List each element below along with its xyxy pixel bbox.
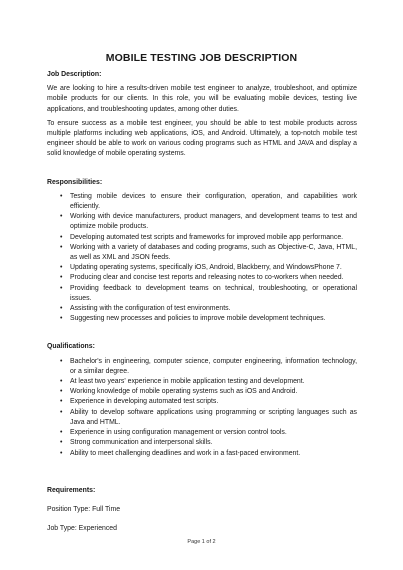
list-item: • Ability to develop software applications using programming or scripting languages such as Java and HTML. bbox=[60, 408, 357, 426]
bullet-icon: • bbox=[60, 213, 63, 221]
list-item: • At least two years' experience in mobile application testing and development. bbox=[47, 377, 357, 387]
list-item: • Developing automated test scripts and frameworks for improved mobile app performance. bbox=[47, 233, 357, 243]
responsibilities-list bbox=[47, 192, 357, 325]
document-title: MOBILE TESTING JOB DESCRIPTION bbox=[105, 52, 298, 64]
bullet-icon: • bbox=[60, 388, 63, 396]
bullet-icon: • bbox=[60, 429, 63, 437]
list-item: • Providing feedback to development teams on technical, troubleshooting, or operational issues. bbox=[60, 284, 357, 302]
list-item: • Experience in developing automated test scripts. bbox=[47, 397, 357, 407]
list-item: • Strong communication and interpersonal skills. bbox=[47, 438, 357, 448]
bullet-icon: • bbox=[60, 315, 63, 323]
bullet-icon: • bbox=[60, 192, 63, 200]
list-item: • Assisting with the configuration of test environments. bbox=[47, 304, 357, 314]
bullet-icon: • bbox=[60, 305, 63, 313]
job-description-heading: Job Description: bbox=[47, 71, 102, 78]
page-number: Page 1 of 2 bbox=[187, 539, 216, 545]
document-body bbox=[47, 70, 357, 534]
list-item: • Working with a variety of databases and coding programs, such as Objective-C, Java, HTML, as well as XML and JSON feeds. bbox=[60, 243, 357, 262]
bullet-icon: • bbox=[60, 274, 63, 282]
bullet-icon: • bbox=[60, 264, 63, 272]
job-description-paragraph: We are looking to hire a results-driven mobile test engineer to analyze, troubleshoot, and optimize mobile products for our clients. In this role, you will be evaluating mobile devices, testing live applications, and troubleshooting updates, among other duties. bbox=[47, 85, 357, 113]
bullet-icon: • bbox=[60, 357, 63, 365]
job-description-paragraph: To ensure success as a mobile test engineer, you should be able to test mobile products across multiple platforms including web applications, iOS, and Android. Ultimately, a top-notch mobile test engineer should be able to work on various coding programs such as HTML and JAVA and display a solid knowledge of mobile operating systems. bbox=[47, 119, 357, 158]
bullet-icon: • bbox=[60, 284, 63, 292]
bullet-icon: • bbox=[60, 439, 63, 447]
list-item: • Updating operating systems, specifically iOS, Android, Blackberry, and WindowsPhone 7. bbox=[47, 263, 357, 273]
requirements-heading: Requirements: bbox=[47, 486, 96, 494]
list-item: • Suggesting new processes and policies to improve mobile development techniques. bbox=[47, 314, 357, 324]
bullet-icon: • bbox=[60, 408, 63, 416]
position-type: Position Type: Full Time bbox=[47, 505, 121, 513]
bullet-icon: • bbox=[60, 378, 63, 386]
bullet-icon: • bbox=[60, 449, 63, 457]
list-item: • Producing clear and concise test reports and releasing notes to co-workers when needed. bbox=[47, 273, 357, 283]
responsibilities-heading: Responsibilities: bbox=[47, 178, 103, 186]
list-item: • Working with device manufacturers, product managers, and development teams to test and optimize mobile products. bbox=[60, 213, 357, 231]
qualifications-list bbox=[47, 357, 357, 459]
job-type: Job Type: Experienced bbox=[47, 525, 117, 533]
bullet-icon: • bbox=[60, 243, 63, 251]
list-item: • Bachelor's in engineering, computer science, computer engineering, information technology, or a similar degree. bbox=[60, 357, 357, 375]
bullet-icon: • bbox=[60, 233, 63, 241]
qualifications-heading: Qualifications: bbox=[47, 343, 95, 351]
list-item: • Testing mobile devices to ensure their configuration, operation, and capabilities work efficiently. bbox=[60, 192, 357, 211]
list-item: • Working knowledge of mobile operating systems such as iOS and Android. bbox=[47, 387, 357, 397]
list-item: • Experience in using configuration management or version control tools. bbox=[47, 428, 357, 438]
list-item: • Ability to meet challenging deadlines and work in a fast-paced environment. bbox=[47, 449, 357, 459]
bullet-icon: • bbox=[60, 398, 63, 406]
